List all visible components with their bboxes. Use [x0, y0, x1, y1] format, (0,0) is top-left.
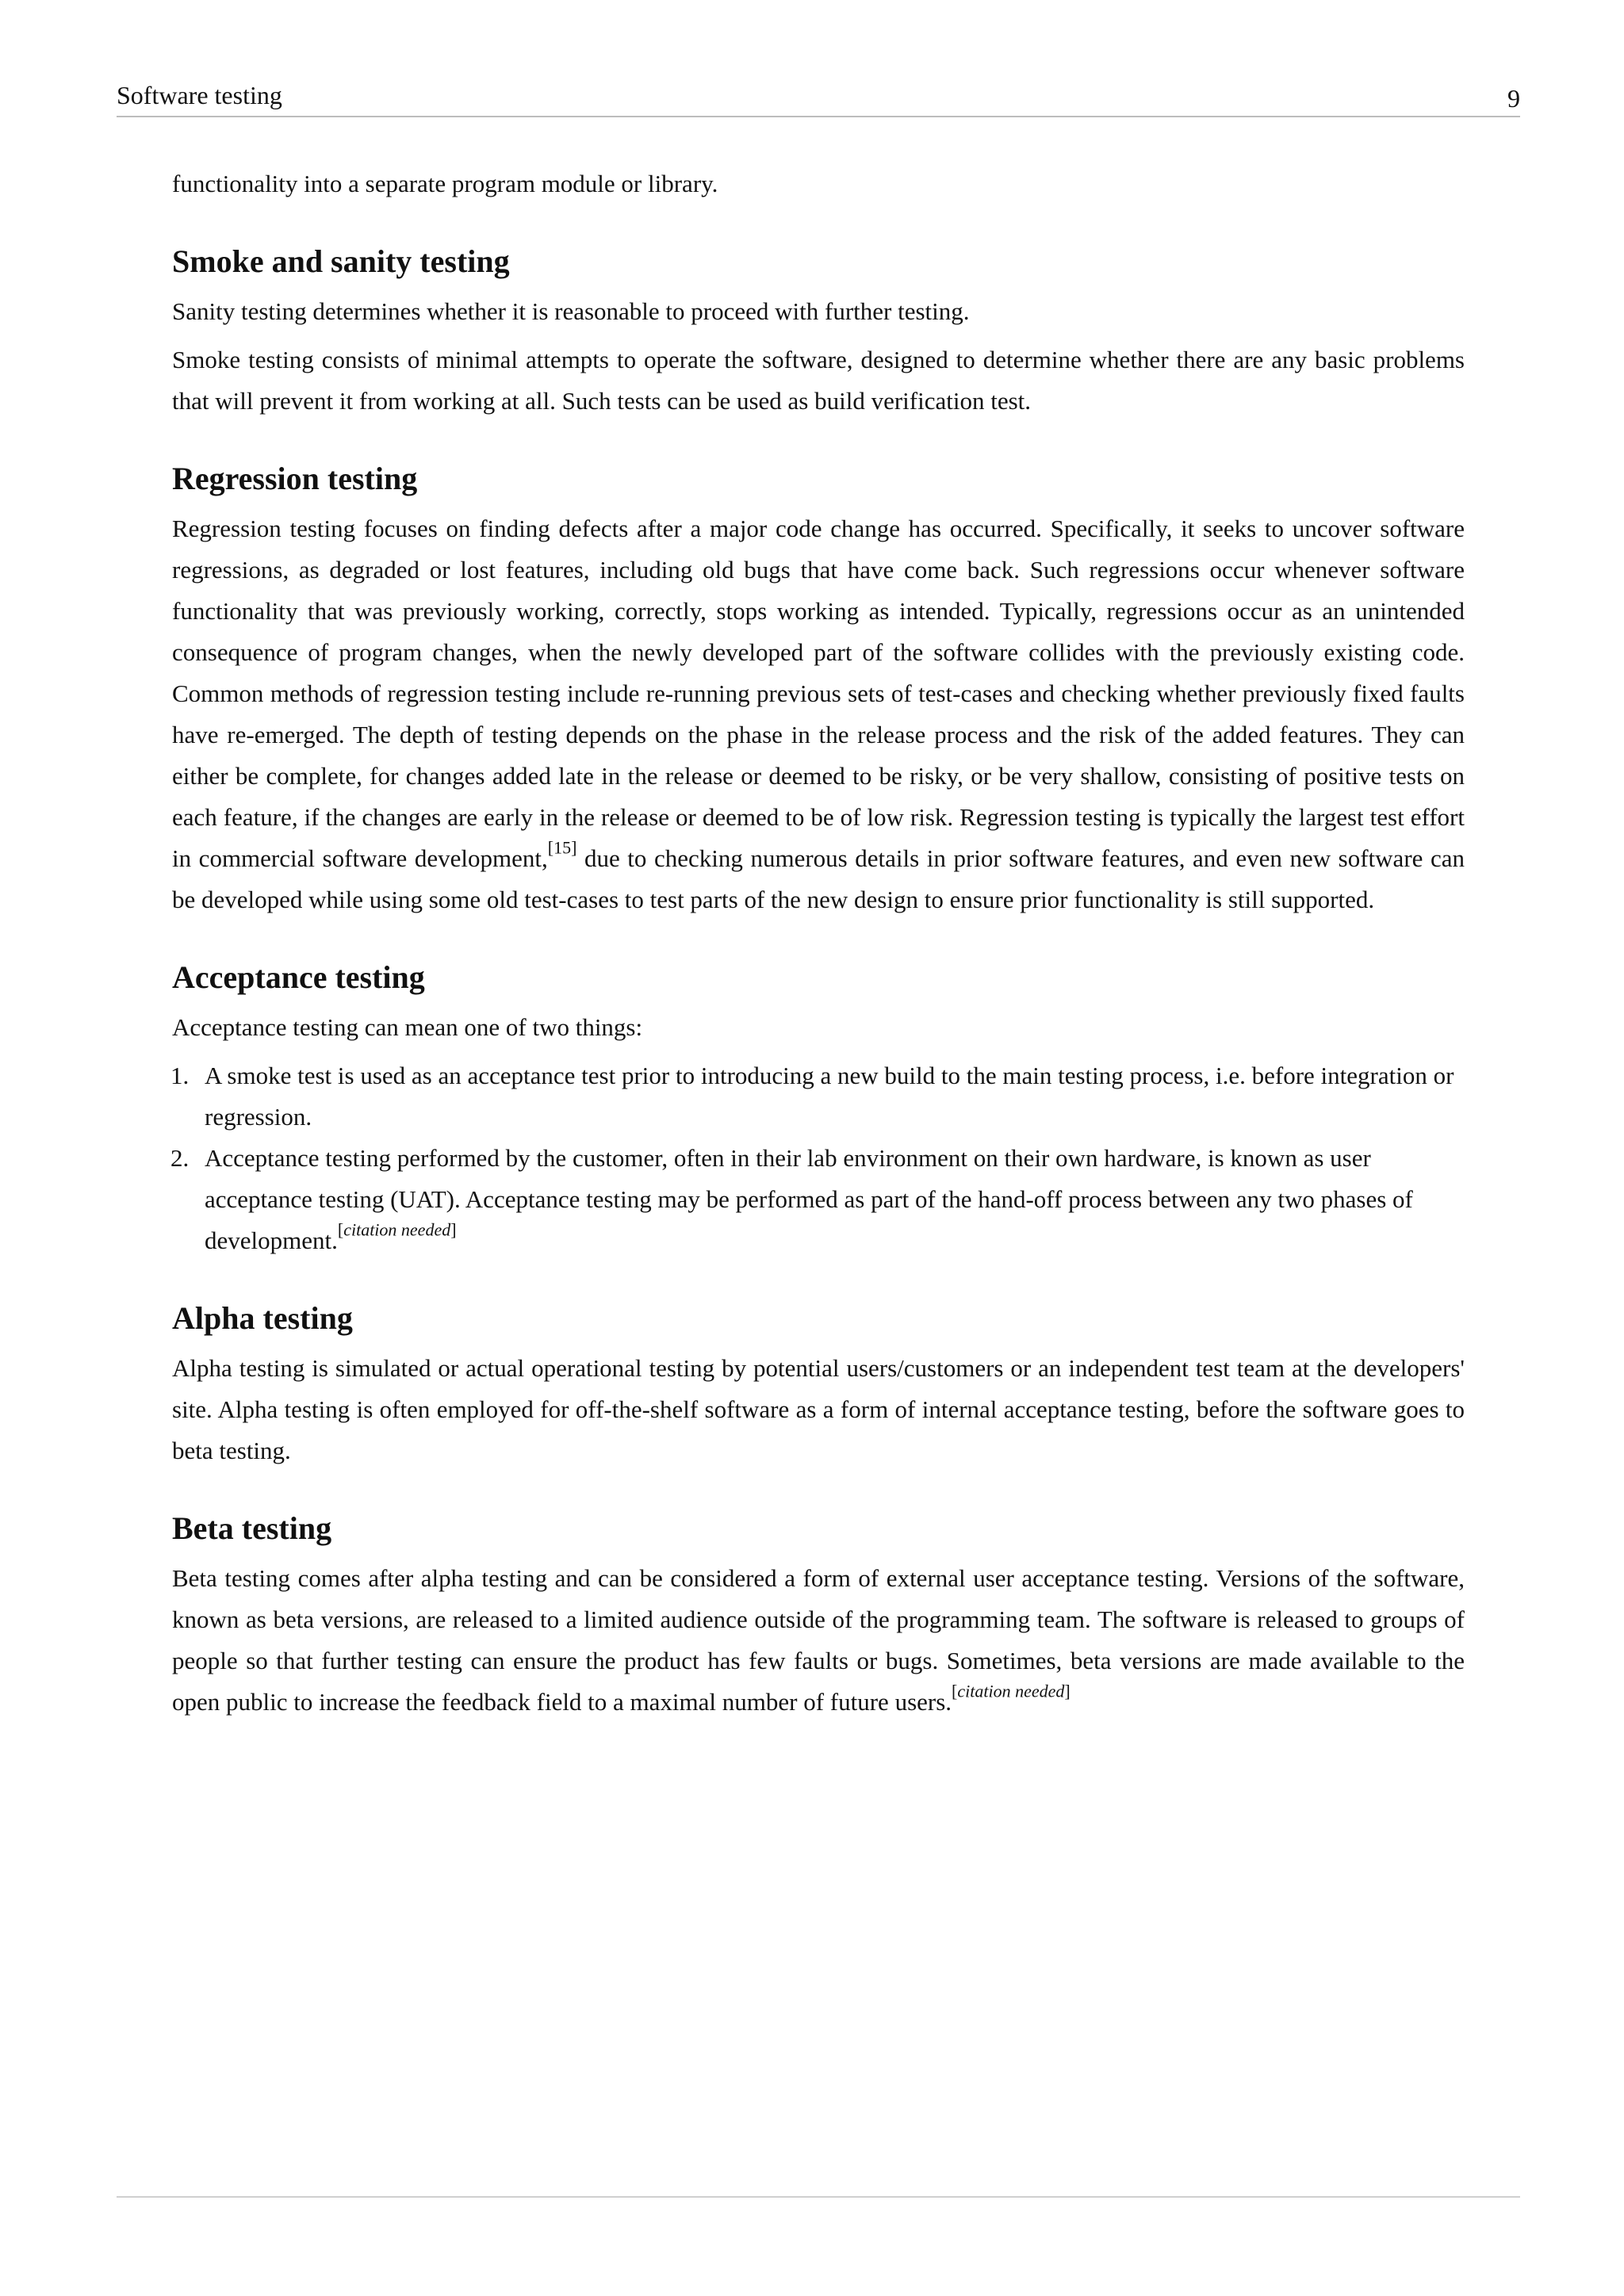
paragraph — [172, 1558, 1465, 1723]
list-item-text: Acceptance testing performed by the customer, often in their lab environment on their own hardware, is known as user acceptance testing (UAT). Acceptance testing may be performed as part of the hand-off process between any two phases of development. — [205, 1144, 1413, 1254]
paragraph: Sanity testing determines whether it is reasonable to proceed with further testing. — [172, 297, 970, 325]
section-heading: Smoke and sanity testing — [172, 243, 510, 279]
citation-bracket: [ — [337, 1219, 344, 1240]
section-heading: Alpha testing — [172, 1300, 353, 1336]
page-number: 9 — [1507, 84, 1520, 113]
list-item — [172, 1138, 1465, 1261]
citation-bracket: [ — [952, 1681, 958, 1701]
citation-needed-link[interactable] — [952, 1682, 1071, 1701]
section-regression — [172, 458, 1465, 920]
list-item-number: 2. — [170, 1144, 190, 1172]
section-acceptance — [172, 957, 1465, 1261]
citation-text: citation needed — [957, 1681, 1065, 1701]
page-content — [172, 163, 1465, 1759]
footer-rule — [117, 2196, 1520, 2198]
section-smoke-sanity — [172, 241, 1465, 422]
list-item-text: A smoke test is used as an acceptance test prior to introducing a new build to the main testing process, i.e. before integration or regression. — [205, 1062, 1454, 1131]
numbered-list — [172, 1055, 1465, 1261]
section-heading: Regression testing — [172, 461, 418, 496]
paragraph-text: Regression testing focuses on finding defects after a major code change has occurred. Specifically, it seeks to uncover software regressions, as degraded or lost features, including old bugs that have come back. Such regressions occur whenever software functionality that was previously working, correctly, stops working as intended. Typically, regressions occur as an unintended consequence of program changes, when the newly developed part of the software collides with the previously existing code. Common methods of regression testing include re-running previous sets of test-cases and checking whether previously fixed faults have re-emerged. The depth of testing depends on the phase in the release process and the risk of the added features. They can either be complete, for changes added late in the release or deemed to be risky, or be very shallow, consisting of positive tests on each feature, if the changes are early in the release or deemed to be of low risk. Regression testing is typically the largest test effort in commercial software development, — [172, 515, 1465, 872]
running-title: Software testing — [117, 81, 282, 109]
paragraph: Alpha testing is simulated or actual operational testing by potential users/customers or an independent test team at the developers' site. Alpha testing is often employed for off-the-shelf software as a form of internal acceptance testing, before the software goes to beta testing. — [172, 1354, 1465, 1464]
paragraph — [172, 508, 1465, 920]
list-item — [172, 1055, 1465, 1138]
paragraph: Smoke testing consists of minimal attempts to operate the software, designed to determine whether there are any basic problems that will prevent it from working at all. Such tests can be used as build verification test. — [172, 346, 1465, 415]
section-beta — [172, 1508, 1465, 1723]
running-header — [117, 76, 1520, 117]
paragraph-text: due to checking numerous details in prior software features, and even new software can be developed while using some old test-cases to test parts of the new design to ensure prior functionality is still supported. — [172, 844, 1465, 913]
citation-bracket: ] — [1064, 1681, 1071, 1701]
section-alpha — [172, 1298, 1465, 1471]
paragraph-text: Beta testing comes after alpha testing and can be considered a form of external user acceptance testing. Versions of the software, known as beta versions, are released to a limited audience outside of the programming team. The software is released to groups of people so that further testing can ensure the product has few faults or bugs. Sometimes, beta versions are made available to the open public to increase the feedback field to a maximal number of future users. — [172, 1564, 1465, 1716]
reference-link[interactable]: [15] — [547, 837, 577, 858]
section-heading: Beta testing — [172, 1510, 332, 1546]
paragraph: Acceptance testing can mean one of two things: — [172, 1013, 643, 1041]
section-heading: Acceptance testing — [172, 959, 425, 995]
citation-needed-link[interactable] — [338, 1220, 457, 1240]
continued-paragraph: functionality into a separate program module or library. — [172, 170, 718, 197]
list-item-number: 1. — [170, 1062, 190, 1089]
citation-text: citation needed — [343, 1219, 451, 1240]
citation-bracket: ] — [450, 1219, 457, 1240]
